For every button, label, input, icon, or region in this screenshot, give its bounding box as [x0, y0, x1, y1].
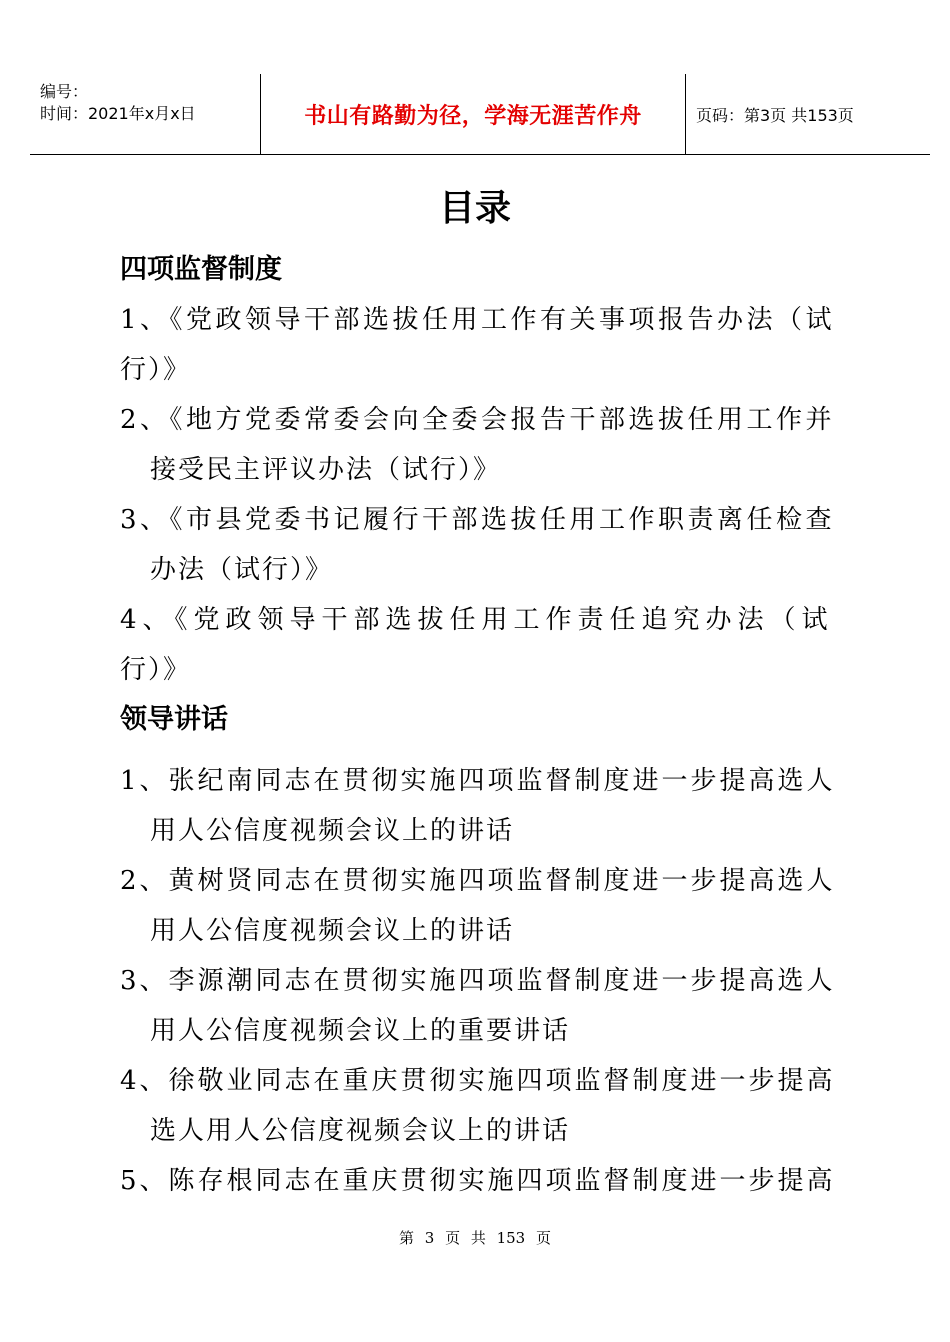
toc-entry-continuation: 用人公信度视频会议上的讲话 — [150, 916, 515, 946]
header-meta-cell — [30, 74, 260, 154]
section-heading-speeches: 领导讲话 — [120, 704, 228, 735]
page-title: 目录 — [438, 188, 511, 229]
toc-entry-continuation: 接受民主评议办法（试行）》 — [150, 455, 502, 485]
toc-entry-continuation: 选人用人公信度视频会议上的讲话 — [150, 1116, 571, 1146]
toc-entry-continuation: 行）》 — [120, 655, 192, 685]
toc-entry-line: 2、黄树贤同志在贯彻实施四项监督制度进一步提高选人 — [120, 866, 836, 896]
toc-entry-line: 3、《市县党委书记履行干部选拔任用工作职责离任检查 — [120, 505, 836, 535]
toc-entry-line: 1、张纪南同志在贯彻实施四项监督制度进一步提高选人 — [120, 766, 836, 796]
toc-entry-line: 3、李源潮同志在贯彻实施四项监督制度进一步提高选人 — [120, 966, 836, 996]
toc-entry-continuation: 办法（试行）》 — [150, 555, 334, 585]
toc-entry-line: 5、陈存根同志在重庆贯彻实施四项监督制度进一步提高 — [120, 1166, 836, 1196]
section-heading-supervision: 四项监督制度 — [120, 254, 282, 285]
toc-entry-line: 4、《党政领导干部选拔任用工作责任追究办法（试 — [120, 605, 834, 635]
toc-entry-line: 2、《地方党委常委会向全委会报告干部选拔任用工作并 — [120, 405, 836, 435]
toc-entry-continuation: 用人公信度视频会议上的讲话 — [150, 816, 515, 846]
toc-entry-line: 4、徐敬业同志在重庆贯彻实施四项监督制度进一步提高 — [120, 1066, 836, 1096]
page-header — [30, 74, 930, 155]
document-time-label: 时间：2021年x月x日 — [40, 104, 196, 123]
document-code-label: 编号： — [40, 82, 89, 101]
header-motto: 书山有路勤为径，学海无涯苦作舟 — [304, 103, 642, 129]
page-footer: 第 3 页 共 153 页 — [398, 1229, 551, 1247]
header-page-cell — [686, 74, 930, 154]
toc-entry-line: 1、《党政领导干部选拔任用工作有关事项报告办法（试 — [120, 305, 836, 335]
header-page-code: 页码：第3页 共153页 — [696, 105, 854, 125]
header-motto-cell — [260, 74, 686, 154]
toc-entry-continuation: 用人公信度视频会议上的重要讲话 — [150, 1016, 571, 1046]
toc-entry-continuation: 行）》 — [120, 355, 192, 385]
